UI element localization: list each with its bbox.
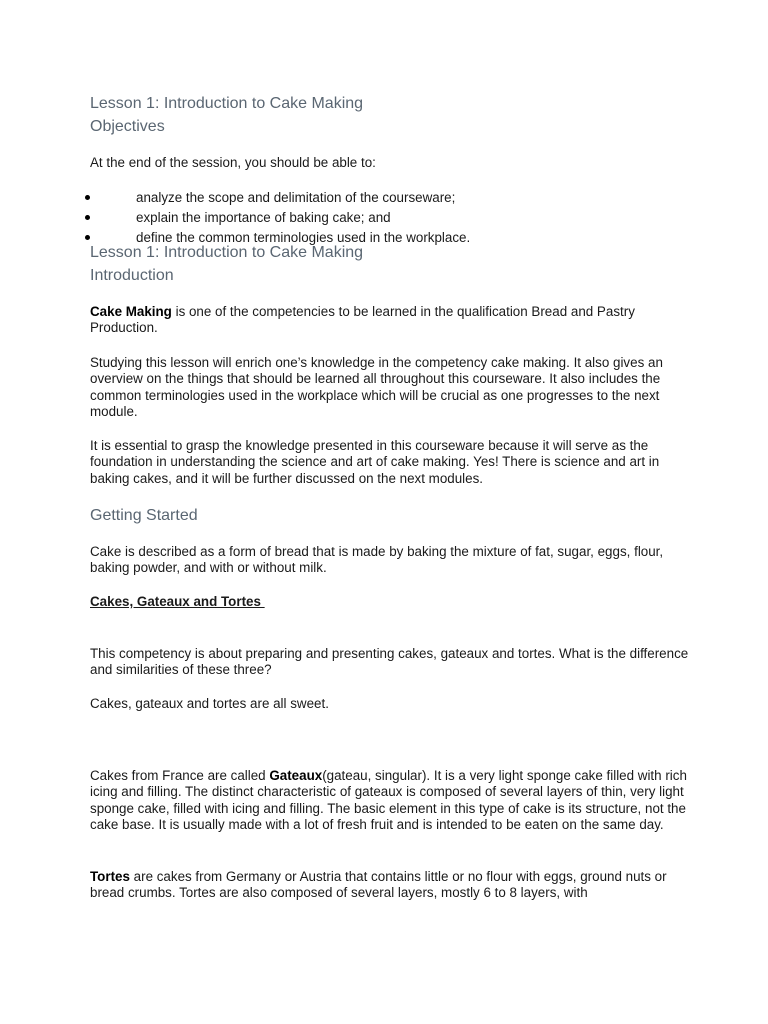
bullet-icon [85,195,90,200]
competency-paragraph: This competency is about preparing and presenting cakes, gateaux and tortes. What is the difference and similarities of these three? [90,646,689,678]
all-sweet-paragraph: Cakes, gateaux and tortes are all sweet. [90,696,329,711]
tortes-term: Tortes [90,869,130,884]
list-item: analyze the scope and delimitation of the courseware; [0,190,768,210]
intro-paragraph-1: Cake Making is one of the competencies to be learned in the qualification Bread and Pastry Production. [90,304,635,336]
objectives-intro: At the end of the session, you should be able to: [90,155,376,170]
list-item: explain the importance of baking cake; and [0,210,768,230]
introduction-heading: Introduction [90,267,174,284]
objectives-list [0,190,768,250]
getting-started-paragraph: Cake is described as a form of bread that is made by baking the mixture of fat, sugar, eggs, flour, baking powder, and with or without milk. [90,544,664,576]
getting-started-heading: Getting Started [90,507,198,524]
tortes-paragraph: Tortes are cakes from Germany or Austria that contains little or no flour with eggs, ground nuts or bread crumbs. Tortes are also composed of several layers, mostly 6 to 8 layers, with [90,869,667,901]
cake-making-term: Cake Making [90,304,172,319]
lesson-title-repeat: Lesson 1: Introduction to Cake Making [90,244,364,261]
intro-paragraph-2: Studying this lesson will enrich one’s knowledge in the competency cake making. It also gives an overview on the things that should be learned all throughout this courseware. It also includes the common terminologies used in the workplace which will be crucial as one progresses to the next module. [90,355,663,420]
gateaux-paragraph: Cakes from France are called Gateaux(gateau, singular). It is a very light sponge cake filled with rich icing and filling. The distinct characteristic of gateaux is composed of several layers of thin, very light sponge cake, filled with icing and filling. The basic element in this type of cake is its structure, not the cake base. It is usually made with a lot of fresh fruit and is intended to be eaten on the same day. [90,768,687,833]
list-item: define the common terminologies used in the workplace. [0,230,768,250]
bullet-icon [85,215,90,220]
cakes-gateaux-tortes-subheading: Cakes, Gateaux and Tortes [90,594,265,609]
gateaux-term: Gateaux [269,768,323,783]
objectives-heading: Objectives [90,118,165,135]
intro-paragraph-3: It is essential to grasp the knowledge presented in this courseware because it will serve as the foundation in understanding the science and art of cake making. Yes! There is science and art in baking cakes, and it will be further discussed on the next modules. [90,438,660,486]
lesson-title: Lesson 1: Introduction to Cake Making [90,95,364,112]
bullet-icon [85,235,90,240]
